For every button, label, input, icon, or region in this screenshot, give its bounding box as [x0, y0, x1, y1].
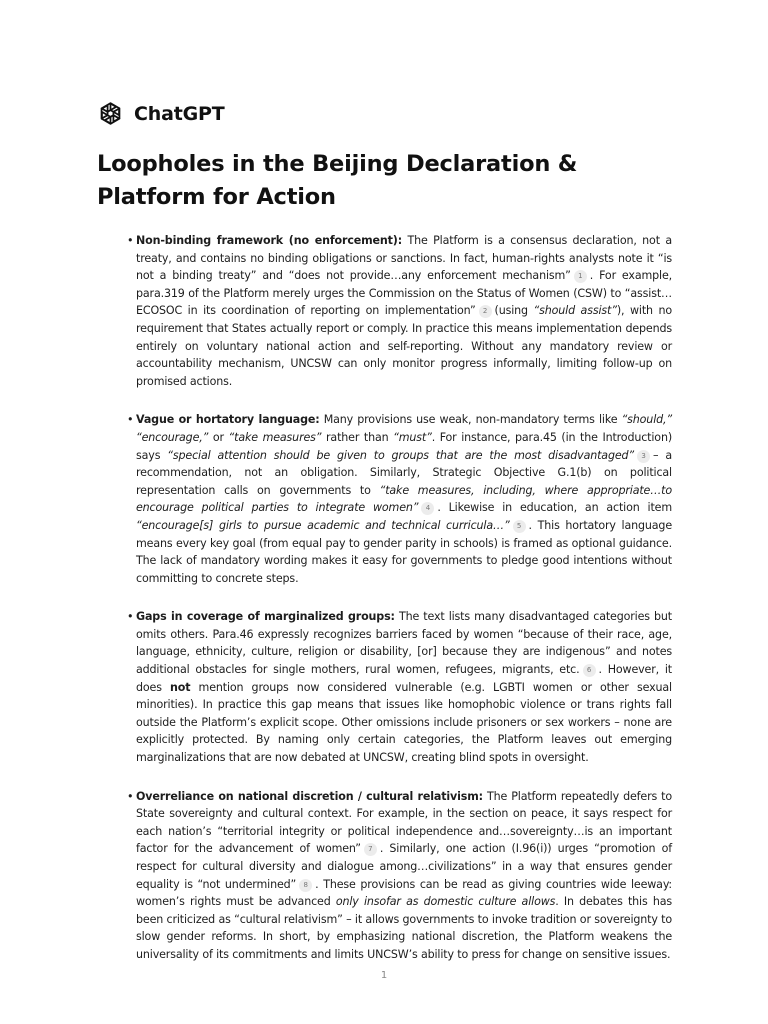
item-quote: “take measures, including, where appropriate…to encourage political parties to integrate women”: [136, 483, 672, 515]
item-heading: Vague or hortatory language:: [136, 413, 320, 427]
brand-name: ChatGPT: [134, 102, 225, 125]
item-quote: “should assist”: [533, 304, 617, 318]
citation-badge[interactable]: 3: [637, 450, 650, 463]
citation-badge[interactable]: 2: [479, 305, 492, 318]
bullet: •: [127, 234, 134, 247]
item-text: . Similarly, one action (I.96(i)) urges “promotion of respect for cultural diversity and dialogue among…civilizations” in a way that ensures gender equality is “not undermined”: [136, 842, 672, 891]
page-number: 1: [380, 970, 388, 981]
item-text: mention groups now considered vulnerable (e.g. LGBTI women or other sexual minorities). In practice this gap means that issues like homophobic violence or trans rights fall outside the Platform’s explicit scope. Other omissions include prisoners or sex workers – none are explicitly protected. By naming only certain categories, the Platform leaves out emerging marginalizations that are now debated at UNCSW, creating blind spots in oversight.: [136, 680, 672, 765]
citation-badge[interactable]: 1: [574, 270, 587, 283]
item-text: rather than: [321, 430, 394, 444]
item-heading: Overreliance on national discretion / cultural relativism:: [136, 789, 483, 803]
list-item-national-discretion: [128, 788, 672, 964]
item-text: Many provisions use weak, non-mandatory terms like: [319, 413, 622, 427]
openai-logo-icon: [97, 100, 124, 127]
item-text: . For instance, para.45 (in the Introduction) says: [136, 430, 673, 462]
loophole-list: [128, 232, 672, 985]
item-text: or: [208, 430, 229, 444]
citation-badge[interactable]: 8: [299, 879, 312, 892]
item-emphasis: not: [170, 680, 191, 694]
item-text: The Platform repeatedly defers to State sovereignty and cultural context. For example, in the section on peace, it says respect for each nation’s “territorial integrity or political independence and…sovereignty…is an important factor for the advancement of women”: [136, 789, 673, 856]
citation-badge[interactable]: 7: [364, 843, 377, 856]
item-heading: Gaps in coverage of marginalized groups:: [136, 610, 395, 624]
list-item-non-binding: [128, 232, 672, 390]
item-heading: Non-binding framework (no enforcement):: [136, 234, 403, 247]
item-text: . These provisions can be read as giving countries wide leeway: women’s rights must be advanced: [136, 877, 673, 909]
bullet: •: [127, 789, 134, 803]
item-text: The text lists many disadvantaged categories but omits others. Para.46 expressly recognizes barriers faced by women “because of their race, age, language, ethnicity, culture, religion or disability, [or] because they are indigenous” and notes additional obstacles for single mothers, rural women, refugees, migrants, etc.: [136, 610, 673, 677]
page-title: Loopholes in the Beijing Declaration & Platform for Action: [97, 151, 578, 210]
item-text: . Likewise in education, an action item: [437, 501, 672, 515]
item-quote: “should,” “encourage,”: [136, 413, 672, 444]
item-text: – a recommendation, not an obligation. Similarly, Strategic Objective G.1(b) on political representation calls on governments to: [136, 448, 673, 497]
list-item-coverage-gaps: [128, 608, 672, 766]
bullet: •: [127, 413, 134, 427]
brand-header: [97, 100, 224, 127]
item-text: The Platform is a consensus declaration, not a treaty, and contains no binding obligations or sanctions. In fact, human-rights analysts note it “is not a binding treaty” and “does not provide…any enforcement mechanism”: [136, 234, 673, 283]
bullet: •: [127, 610, 134, 624]
list-item-vague-language: [128, 411, 672, 587]
citation-badge[interactable]: 6: [583, 664, 596, 677]
item-quote: “encourage[s] girls to pursue academic and technical curricula…”: [136, 518, 510, 532]
item-text: ), with no requirement that States actually report or comply. In practice this means implementation depends entirely on voluntary national action and self-reporting. Without any mandatory review or accountability mechanism, UNCSW can only monitor progress informally, limiting follow-up on promised actions.: [136, 304, 672, 388]
item-quote: “special attention should be given to groups that are the most disadvantaged”: [167, 448, 635, 462]
item-text: . This hortatory language means every key goal (from equal pay to gender parity in schools) is framed as optional guidance. The lack of mandatory wording makes it easy for governments to pledge good intentions without committing to concrete steps.: [136, 518, 673, 585]
citation-badge[interactable]: 5: [513, 520, 526, 533]
item-text: . For example, para.319 of the Platform merely urges the Commission on the Status of Women (CSW) to “assist…ECOSOC in its coordination of reporting on implementation”: [136, 269, 672, 318]
citation-badge[interactable]: 4: [421, 502, 434, 515]
item-quote: “take measures”: [228, 430, 322, 444]
item-quote: “must”: [393, 430, 432, 444]
item-text: (using: [494, 304, 534, 318]
item-text: . In debates this has been criticized as “cultural relativism” – it allows governments to invoke tradition or sovereignty to slow gender reforms. In short, by emphasizing national discretion, the Platform weakens the universality of its commitments and limits UNCSW’s ability to press for change on sensitive issues.: [136, 895, 672, 961]
item-quote: only insofar as domestic culture allows: [335, 895, 556, 909]
item-text: . However, it does: [136, 663, 672, 694]
